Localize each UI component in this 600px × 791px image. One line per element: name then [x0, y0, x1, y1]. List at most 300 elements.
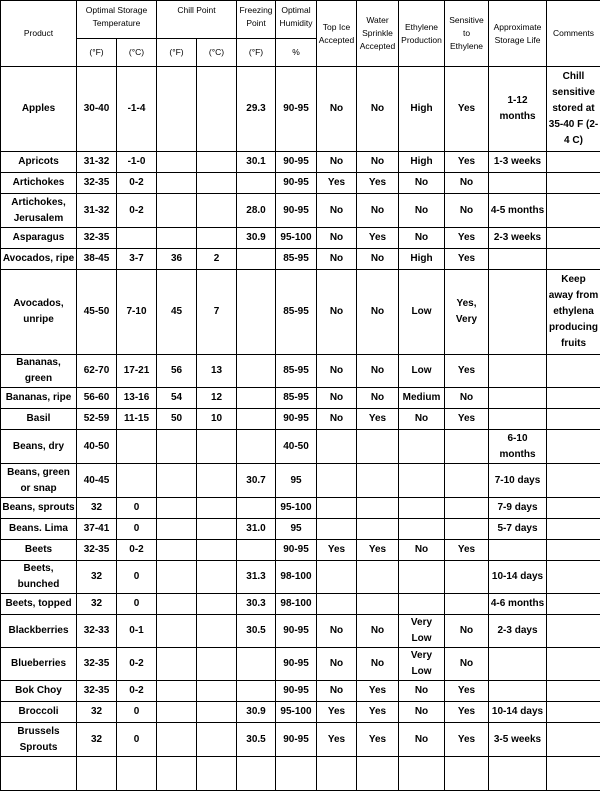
cell-storage-life	[489, 757, 547, 791]
cell-temp-f: 40-50	[77, 430, 117, 464]
cell-temp-c: 0-2	[117, 681, 157, 702]
cell-top-ice: No	[317, 615, 357, 648]
cell-comments	[547, 430, 600, 464]
table-row	[1, 681, 600, 702]
cell-chill-f	[157, 173, 197, 194]
cell-top-ice: Yes	[317, 540, 357, 561]
cell-chill-f	[157, 67, 197, 152]
cell-comments	[547, 228, 600, 249]
cell-top-ice: No	[317, 388, 357, 409]
header-ethylene-production: Ethylene Production	[399, 1, 445, 67]
cell-freezing-point: 30.9	[237, 702, 276, 723]
cell-chill-c	[197, 228, 237, 249]
cell-water-sprinkle	[357, 464, 399, 498]
cell-chill-c	[197, 615, 237, 648]
cell-temp-f: 32	[77, 723, 117, 757]
cell-comments	[547, 648, 600, 681]
cell-humidity: 90-95	[276, 194, 317, 228]
table-row	[1, 194, 600, 228]
cell-chill-f	[157, 519, 197, 540]
cell-water-sprinkle: Yes	[357, 173, 399, 194]
cell-comments	[547, 723, 600, 757]
header-chill-point: Chill Point	[157, 1, 237, 39]
cell-comments	[547, 519, 600, 540]
cell-chill-f	[157, 681, 197, 702]
cell-storage-life: 4-6 months	[489, 594, 547, 615]
cell-temp-c: 13-16	[117, 388, 157, 409]
cell-product: Broccoli	[1, 702, 77, 723]
cell-chill-c	[197, 702, 237, 723]
cell-ethylene-production: Low	[399, 355, 445, 388]
cell-ethylene-sensitive: Yes	[445, 355, 489, 388]
cell-freezing-point	[237, 355, 276, 388]
cell-top-ice: No	[317, 409, 357, 430]
cell-temp-c: 3-7	[117, 249, 157, 270]
cell-temp-c: 0-2	[117, 194, 157, 228]
table-row	[1, 228, 600, 249]
cell-ethylene-production: No	[399, 540, 445, 561]
cell-chill-c	[197, 67, 237, 152]
cell-comments	[547, 194, 600, 228]
cell-chill-c	[197, 594, 237, 615]
cell-freezing-point: 30.7	[237, 464, 276, 498]
unit-temp-c: (°C)	[117, 39, 157, 67]
cell-temp-c: 0	[117, 723, 157, 757]
cell-water-sprinkle: Yes	[357, 702, 399, 723]
cell-comments	[547, 615, 600, 648]
cell-temp-f: 31-32	[77, 194, 117, 228]
cell-chill-f	[157, 723, 197, 757]
cell-storage-life	[489, 540, 547, 561]
cell-water-sprinkle	[357, 498, 399, 519]
cell-water-sprinkle: Yes	[357, 228, 399, 249]
unit-chill-f: (°F)	[157, 39, 197, 67]
cell-chill-c	[197, 757, 237, 791]
cell-comments	[547, 561, 600, 594]
cell-humidity: 40-50	[276, 430, 317, 464]
cell-product: Brussels Sprouts	[1, 723, 77, 757]
cell-comments	[547, 594, 600, 615]
table-row	[1, 594, 600, 615]
cell-ethylene-sensitive	[445, 498, 489, 519]
cell-comments	[547, 388, 600, 409]
cell-ethylene-production	[399, 757, 445, 791]
cell-water-sprinkle: No	[357, 249, 399, 270]
cell-water-sprinkle	[357, 561, 399, 594]
cell-ethylene-production	[399, 561, 445, 594]
cell-temp-f: 32-35	[77, 228, 117, 249]
cell-comments	[547, 702, 600, 723]
cell-chill-f: 36	[157, 249, 197, 270]
cell-humidity: 90-95	[276, 540, 317, 561]
cell-chill-f	[157, 594, 197, 615]
cell-temp-c: 0	[117, 498, 157, 519]
cell-chill-c: 7	[197, 270, 237, 355]
table-row	[1, 67, 600, 152]
cell-freezing-point	[237, 757, 276, 791]
cell-chill-f	[157, 702, 197, 723]
cell-temp-f: 32-33	[77, 615, 117, 648]
cell-storage-life: 10-14 days	[489, 561, 547, 594]
table-row	[1, 723, 600, 757]
cell-storage-life	[489, 388, 547, 409]
cell-freezing-point: 30.9	[237, 228, 276, 249]
cell-ethylene-sensitive: Yes	[445, 702, 489, 723]
header-storage-temp: Optimal Storage Temperature	[77, 1, 157, 39]
cell-storage-life	[489, 681, 547, 702]
cell-product: Artichokes, Jerusalem	[1, 194, 77, 228]
cell-freezing-point	[237, 540, 276, 561]
cell-top-ice: No	[317, 648, 357, 681]
cell-ethylene-sensitive: Yes	[445, 681, 489, 702]
cell-chill-c: 2	[197, 249, 237, 270]
table-row	[1, 270, 600, 355]
cell-humidity: 95-100	[276, 702, 317, 723]
cell-humidity: 95	[276, 519, 317, 540]
cell-top-ice	[317, 498, 357, 519]
cell-freezing-point: 30.3	[237, 594, 276, 615]
header-row	[1, 1, 600, 39]
cell-humidity	[276, 757, 317, 791]
cell-water-sprinkle	[357, 757, 399, 791]
cell-product: Apples	[1, 67, 77, 152]
cell-ethylene-production	[399, 464, 445, 498]
cell-humidity: 90-95	[276, 173, 317, 194]
cell-ethylene-production	[399, 430, 445, 464]
cell-comments: Chill sensitive stored at 35-40 F (2-4 C)	[547, 67, 600, 152]
cell-chill-c: 13	[197, 355, 237, 388]
cell-temp-f: 32	[77, 594, 117, 615]
cell-temp-c	[117, 228, 157, 249]
cell-humidity: 90-95	[276, 681, 317, 702]
cell-chill-f	[157, 757, 197, 791]
cell-ethylene-sensitive: No	[445, 615, 489, 648]
cell-chill-c	[197, 430, 237, 464]
cell-ethylene-sensitive	[445, 430, 489, 464]
cell-chill-f	[157, 561, 197, 594]
cell-humidity: 85-95	[276, 355, 317, 388]
cell-humidity: 98-100	[276, 594, 317, 615]
cell-humidity: 90-95	[276, 152, 317, 173]
cell-freezing-point: 31.0	[237, 519, 276, 540]
cell-humidity: 90-95	[276, 409, 317, 430]
cell-water-sprinkle: No	[357, 615, 399, 648]
cell-freezing-point	[237, 648, 276, 681]
cell-chill-f: 56	[157, 355, 197, 388]
cell-ethylene-production: No	[399, 228, 445, 249]
cell-storage-life	[489, 270, 547, 355]
cell-ethylene-sensitive	[445, 519, 489, 540]
cell-product: Beans. Lima	[1, 519, 77, 540]
cell-freezing-point	[237, 270, 276, 355]
cell-ethylene-production: High	[399, 249, 445, 270]
cell-product: Artichokes	[1, 173, 77, 194]
cell-temp-c: 17-21	[117, 355, 157, 388]
cell-top-ice: No	[317, 67, 357, 152]
cell-ethylene-production: Medium	[399, 388, 445, 409]
table-row	[1, 173, 600, 194]
cell-product: Beans, sprouts	[1, 498, 77, 519]
cell-ethylene-production: No	[399, 194, 445, 228]
cell-ethylene-production: Low	[399, 270, 445, 355]
cell-storage-life	[489, 173, 547, 194]
cell-humidity: 90-95	[276, 723, 317, 757]
cell-ethylene-sensitive: Yes	[445, 67, 489, 152]
cell-chill-f	[157, 540, 197, 561]
cell-ethylene-sensitive: No	[445, 388, 489, 409]
cell-top-ice	[317, 430, 357, 464]
cell-top-ice	[317, 757, 357, 791]
cell-freezing-point	[237, 430, 276, 464]
cell-storage-life: 3-5 weeks	[489, 723, 547, 757]
cell-product: Beets, bunched	[1, 561, 77, 594]
cell-chill-c	[197, 681, 237, 702]
cell-product: Blueberries	[1, 648, 77, 681]
cell-chill-f	[157, 194, 197, 228]
cell-ethylene-production: Very Low	[399, 615, 445, 648]
header-storage-life: Approximate Storage Life	[489, 1, 547, 67]
cell-ethylene-production: No	[399, 723, 445, 757]
cell-temp-c: 0	[117, 594, 157, 615]
cell-temp-c: 0-2	[117, 540, 157, 561]
cell-ethylene-sensitive	[445, 757, 489, 791]
cell-humidity: 85-95	[276, 270, 317, 355]
cell-temp-c: 0	[117, 702, 157, 723]
cell-chill-f	[157, 648, 197, 681]
cell-chill-f	[157, 152, 197, 173]
cell-freezing-point	[237, 409, 276, 430]
cell-product: Bok Choy	[1, 681, 77, 702]
cell-comments	[547, 464, 600, 498]
table-row	[1, 464, 600, 498]
cell-temp-f: 56-60	[77, 388, 117, 409]
cell-product: Beans, green or snap	[1, 464, 77, 498]
cell-temp-f: 45-50	[77, 270, 117, 355]
unit-humidity-pct: %	[276, 39, 317, 67]
cell-chill-f: 45	[157, 270, 197, 355]
cell-ethylene-sensitive: Yes	[445, 228, 489, 249]
unit-freeze-f: (°F)	[237, 39, 276, 67]
cell-freezing-point	[237, 388, 276, 409]
cell-product	[1, 757, 77, 791]
cell-ethylene-sensitive	[445, 464, 489, 498]
cell-storage-life: 4-5 months	[489, 194, 547, 228]
cell-comments	[547, 152, 600, 173]
unit-temp-f: (°F)	[77, 39, 117, 67]
cell-temp-f: 52-59	[77, 409, 117, 430]
cell-storage-life	[489, 648, 547, 681]
cell-chill-c	[197, 173, 237, 194]
cell-chill-f	[157, 430, 197, 464]
cell-comments	[547, 249, 600, 270]
cell-top-ice: No	[317, 681, 357, 702]
cell-product: Beans, dry	[1, 430, 77, 464]
table-row	[1, 355, 600, 388]
table-row	[1, 540, 600, 561]
cell-comments	[547, 681, 600, 702]
cell-temp-c: 0-2	[117, 173, 157, 194]
cell-temp-c	[117, 464, 157, 498]
cell-humidity: 85-95	[276, 249, 317, 270]
cell-humidity: 85-95	[276, 388, 317, 409]
cell-product: Beets, topped	[1, 594, 77, 615]
cell-storage-life: 1-12 months	[489, 67, 547, 152]
table-row	[1, 498, 600, 519]
cell-temp-f: 32	[77, 702, 117, 723]
cell-ethylene-production: No	[399, 409, 445, 430]
cell-ethylene-sensitive: No	[445, 194, 489, 228]
cell-chill-f	[157, 615, 197, 648]
cell-storage-life	[489, 249, 547, 270]
cell-temp-f: 40-45	[77, 464, 117, 498]
cell-chill-f	[157, 464, 197, 498]
cell-temp-c	[117, 430, 157, 464]
cell-ethylene-sensitive: No	[445, 648, 489, 681]
cell-storage-life: 2-3 days	[489, 615, 547, 648]
cell-storage-life	[489, 409, 547, 430]
cell-ethylene-sensitive	[445, 561, 489, 594]
cell-water-sprinkle: Yes	[357, 723, 399, 757]
cell-freezing-point: 30.5	[237, 723, 276, 757]
cell-water-sprinkle	[357, 594, 399, 615]
cell-chill-f: 50	[157, 409, 197, 430]
cell-ethylene-production: No	[399, 681, 445, 702]
cell-chill-c	[197, 561, 237, 594]
cell-top-ice	[317, 594, 357, 615]
cell-temp-c: -1-0	[117, 152, 157, 173]
cell-storage-life: 7-9 days	[489, 498, 547, 519]
table-row	[1, 561, 600, 594]
cell-freezing-point: 31.3	[237, 561, 276, 594]
cell-water-sprinkle: Yes	[357, 681, 399, 702]
cell-freezing-point: 29.3	[237, 67, 276, 152]
cell-chill-c	[197, 723, 237, 757]
cell-top-ice: No	[317, 270, 357, 355]
cell-ethylene-production: Very Low	[399, 648, 445, 681]
cell-chill-c	[197, 648, 237, 681]
cell-product: Avocados, unripe	[1, 270, 77, 355]
table-header	[1, 1, 600, 67]
cell-water-sprinkle	[357, 519, 399, 540]
cell-ethylene-sensitive: Yes	[445, 152, 489, 173]
table-row	[1, 152, 600, 173]
cell-freezing-point: 28.0	[237, 194, 276, 228]
header-freezing-point: Freezing Point	[237, 1, 276, 39]
cell-ethylene-production	[399, 519, 445, 540]
cell-humidity: 90-95	[276, 615, 317, 648]
cell-top-ice: No	[317, 228, 357, 249]
cell-chill-c	[197, 519, 237, 540]
cell-freezing-point	[237, 498, 276, 519]
cell-comments	[547, 498, 600, 519]
cell-product: Avocados, ripe	[1, 249, 77, 270]
header-water-sprinkle: Water Sprinkle Accepted	[357, 1, 399, 67]
cell-comments: Keep away from ethylena producing fruits	[547, 270, 600, 355]
cell-temp-c: 0-2	[117, 648, 157, 681]
cell-ethylene-sensitive	[445, 594, 489, 615]
cell-temp-f: 32	[77, 498, 117, 519]
cell-humidity: 95	[276, 464, 317, 498]
cell-top-ice: No	[317, 355, 357, 388]
table-row	[1, 519, 600, 540]
cell-ethylene-production: No	[399, 702, 445, 723]
cell-temp-f: 38-45	[77, 249, 117, 270]
cell-freezing-point	[237, 173, 276, 194]
cell-temp-f: 30-40	[77, 67, 117, 152]
cell-product: Beets	[1, 540, 77, 561]
cell-humidity: 98-100	[276, 561, 317, 594]
cell-water-sprinkle: No	[357, 388, 399, 409]
cell-temp-f: 37-41	[77, 519, 117, 540]
cell-ethylene-sensitive: Yes	[445, 249, 489, 270]
cell-water-sprinkle: No	[357, 67, 399, 152]
cell-top-ice	[317, 519, 357, 540]
cell-temp-c: 0	[117, 561, 157, 594]
cell-ethylene-sensitive: Yes	[445, 409, 489, 430]
cell-water-sprinkle: Yes	[357, 409, 399, 430]
unit-chill-c: (°C)	[197, 39, 237, 67]
cell-ethylene-sensitive: Yes	[445, 723, 489, 757]
cell-freezing-point: 30.5	[237, 615, 276, 648]
cell-humidity: 90-95	[276, 648, 317, 681]
cell-temp-c: 0	[117, 519, 157, 540]
cell-ethylene-production: High	[399, 67, 445, 152]
table-row	[1, 702, 600, 723]
cell-product: Bananas, ripe	[1, 388, 77, 409]
cell-temp-f: 32-35	[77, 648, 117, 681]
cell-temp-f: 31-32	[77, 152, 117, 173]
cell-top-ice: No	[317, 152, 357, 173]
cell-chill-f	[157, 498, 197, 519]
cell-temp-c: 11-15	[117, 409, 157, 430]
table-row	[1, 757, 600, 791]
table-row	[1, 615, 600, 648]
header-comments: Comments	[547, 1, 600, 67]
cell-water-sprinkle: Yes	[357, 540, 399, 561]
cell-product: Bananas, green	[1, 355, 77, 388]
cell-chill-c	[197, 194, 237, 228]
cell-water-sprinkle: No	[357, 270, 399, 355]
cell-top-ice: No	[317, 194, 357, 228]
cell-storage-life: 10-14 days	[489, 702, 547, 723]
cell-temp-c: 0-1	[117, 615, 157, 648]
cell-top-ice: No	[317, 249, 357, 270]
cell-top-ice: Yes	[317, 723, 357, 757]
cell-chill-c	[197, 540, 237, 561]
cell-storage-life	[489, 355, 547, 388]
cell-humidity: 95-100	[276, 228, 317, 249]
table-row	[1, 409, 600, 430]
cell-chill-c	[197, 464, 237, 498]
cell-ethylene-sensitive: Yes	[445, 540, 489, 561]
cell-storage-life: 5-7 days	[489, 519, 547, 540]
cell-comments	[547, 540, 600, 561]
cell-top-ice	[317, 464, 357, 498]
cell-ethylene-production	[399, 498, 445, 519]
cell-product: Basil	[1, 409, 77, 430]
header-humidity: Optimal Humidity	[276, 1, 317, 39]
cell-chill-c: 12	[197, 388, 237, 409]
cell-product: Apricots	[1, 152, 77, 173]
header-product: Product	[1, 1, 77, 67]
cell-humidity: 90-95	[276, 67, 317, 152]
table-row	[1, 249, 600, 270]
cell-product: Asparagus	[1, 228, 77, 249]
table-body	[1, 67, 600, 791]
cell-temp-c: 7-10	[117, 270, 157, 355]
cell-water-sprinkle: No	[357, 648, 399, 681]
cell-temp-f: 32-35	[77, 681, 117, 702]
